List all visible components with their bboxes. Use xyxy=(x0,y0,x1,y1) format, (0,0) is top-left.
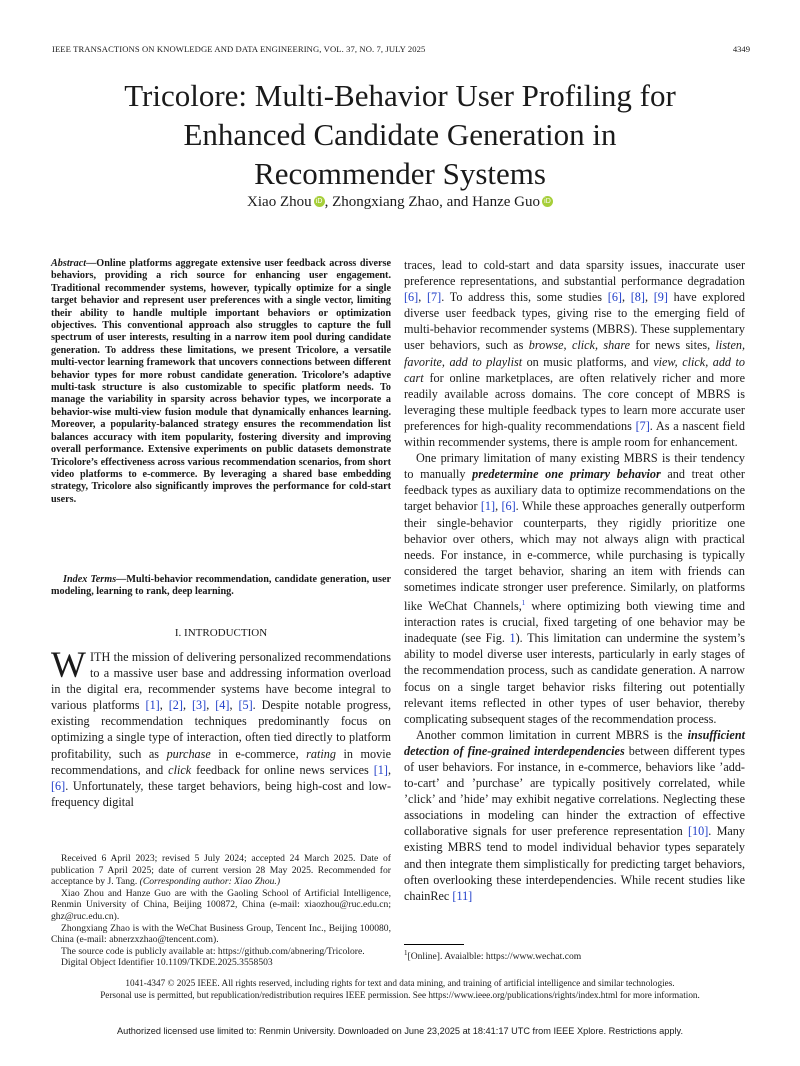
citation-link[interactable]: [11] xyxy=(452,888,473,903)
title-line-1: Tricolore: Multi-Behavior User Profiling for xyxy=(124,78,676,113)
title-line-3: Recommender Systems xyxy=(254,156,546,191)
citation-link[interactable]: [3] xyxy=(191,698,207,713)
emphasis: view, click, add to cart xyxy=(404,354,745,385)
body-text: . Unfortunately, these target behaviors, being high-cost and low-frequency digital xyxy=(51,778,391,809)
corresponding-author: (Corresponding author: Xiao Zhou.) xyxy=(139,876,281,888)
license-notice: Authorized licensed use limited to: Renmin University. Downloaded on June 23,2025 at 18:41:17 UTC from IEEE Xplore. Restrictions apply. xyxy=(117,1026,683,1036)
citation-link[interactable]: [6] xyxy=(404,290,419,305)
citation-link[interactable]: [1] xyxy=(373,762,388,777)
footnote-1: $^1$[Online]. Avaialble: https://www.wechat.com xyxy=(404,949,582,963)
citation-link[interactable]: [6] xyxy=(501,499,516,514)
affiliation-note: Zhongxiang Zhao is with the WeChat Business Group, Tencent Inc., Beijing 100080, China (e-mail: abnerzxzhao@tencent.com). xyxy=(51,922,391,946)
citation-link[interactable]: [4] xyxy=(215,698,230,713)
doi-note: Digital Object Identifier 10.1109/TKDE.2025.3558503 xyxy=(61,957,273,969)
code-note: The source code is publicly available at: https://github.com/abnering/Tricolore. xyxy=(61,945,365,957)
paragraph: Another common limitation in current MBRS is the insufficient detection of fine-grained interdependencies between different types of user behaviors. For instance, in e-commerce, behaviors like ’add-to-cart’ and ’purchase’ are typically positively correlated, while ’click’ and ’hide’ may exhibit negative correlations. Neglecting these associations in modeling can hinder the extraction of effective collaborative signals for user preference representation [10]. Many existing MBRS tend to model individual behavior types separately and then integrate them simplistically for predicting target behaviors, often overlooking these interdependencies. While recent studies like chainRec [11] xyxy=(404,727,745,903)
abstract-label: Abstract xyxy=(51,258,87,269)
affiliation-note: Xiao Zhou and Hanze Guo are with the Gaoling School of Artificial Intelligence, Renmin University of China, Beijing 100872, China (e-mail: xiaozhou@ruc.edu.cn; ghz@ruc.edu.cn). xyxy=(51,887,391,922)
body-text: feedback for online news services xyxy=(191,762,374,777)
citation-link[interactable]: [6] xyxy=(51,778,66,793)
section-heading xyxy=(51,627,391,639)
citation-link[interactable]: [8] xyxy=(630,290,645,305)
paragraph: traces, lead to cold-start and data sparsity issues, inaccurate user preference representations, and substantial performance degradation [6], [7]. To address this, some studies [6], [8], [9] have explored diverse user feedback types, giving rise to the emerging field of multi-behavior recommender systems (MBRS). These supplementary user behaviors, such as browse, click, share for news sites, listen, favorite, add to playlist on music platforms, and view, click, add to cart for online marketplaces, are often relatively richer and more readily available across domains. The core concept of MBRS is leveraging these multiple feedback types to learn more accurate user preferences for high-quality recommendations [7]. As a nascent field within recommender systems, there is ample room for enhancement. xyxy=(404,258,746,450)
citation-link[interactable]: [5] xyxy=(238,698,253,713)
page-number: 4349 xyxy=(732,44,750,54)
footnotes-left xyxy=(51,853,391,969)
copyright-notice: 1041-4347 © 2025 IEEE. All rights reserved, including rights for text and data mining, and training of artificial intelligence and similar technologies. Personal use is permitted, but republication/redistribution requires IEEE permission. See https://www.ieee.org/publications/rights/index.html for more information. xyxy=(100,978,700,1000)
orcid-icon[interactable]: iD xyxy=(542,196,553,207)
index-terms-text: —Multi-behavior recommendation, candidate generation, user modeling, learning to rank, deep learning. xyxy=(51,574,391,598)
abstract-text: —Online platforms aggregate extensive user feedback across diverse behaviors, providing a rich source for enhancing user engagement. Traditional recommender systems, however, typically optimize for a single target behavior and represent user preferences with a single vector, limiting their ability to handle multiple important behaviors or optimization objectives. This conventional approach also struggles to capture the full spectrum of user interests, resulting in a narrow item pool during candidate generation. To address these limitations, we present Tricolore, a versatile multi-vector learning framework that uncovers connections between different behavior types for more robust candidate generation. Tricolore’s adaptive multi-task structure is also customizable to specific platform needs. To manage the variability in sparsity across behavior types, we incorporate a behavior-wise multi-view fusion module that dynamically enhances learning. Moreover, a popularity-balanced strategy ensures the recommendation list balances accuracy with item popularity, fostering diversity and improving overall performance. Extensive experiments on public datasets demonstrate Tricolore’s effectiveness across various recommendation scenarios, from short video platforms to e-commerce. By leveraging a shared base embedding strategy, Tricolore also significantly improves the performance for cold-start users. xyxy=(51,258,391,505)
paper-title xyxy=(60,76,740,193)
emphasis: rating xyxy=(306,746,336,761)
citation-link[interactable]: [1] xyxy=(145,698,160,713)
footnote-ref[interactable]: 1 xyxy=(521,598,526,607)
citation-link[interactable]: [6] xyxy=(607,290,622,305)
running-head: IEEE TRANSACTIONS ON KNOWLEDGE AND DATA ENGINEERING, VOL. 37, NO. 7, JULY 2025 xyxy=(52,44,426,54)
section-numeral: I. xyxy=(174,627,182,639)
body-text: in e-commerce, xyxy=(210,746,307,761)
citation-link[interactable]: [7] xyxy=(426,290,442,305)
section-title: INTRODUCTION xyxy=(184,627,268,639)
intro-paragraph: WITH the mission of delivering personalized recommendations to a massive user base and addressing information overload in the digital era, recommender systems have become integral to various platforms [1], [2], [3], [4], [5]. Despite notable progress, existing recommendation techniques predominantly focus on optimizing a single type of interaction, often tied directly to platform profitability, such as purchase in e-commerce, rating in movie recommendations, and click feedback for online news services [1], [6]. Unfortunately, these target behaviors, being high-cost and low-frequency digital xyxy=(51,645,392,809)
received-note: Received 6 April 2023; revised 5 July 2024; accepted 24 March 2025. Date of publication 7 April 2025; date of current version 28 May 2025. Recommended for acceptance by J. Tang. (Corresponding author: Xiao Zhou.) xyxy=(51,853,391,888)
citation-link[interactable]: [2] xyxy=(168,698,183,713)
title-line-2: Enhanced Candidate Generation in xyxy=(183,117,617,152)
emphasis: click xyxy=(168,762,192,777)
emphasis: listen, favorite, add to playlist xyxy=(404,338,745,369)
citation-link[interactable]: [1] xyxy=(480,499,496,514)
citation-link[interactable]: [7] xyxy=(635,418,650,433)
body-text: . Despite notable progress, existing recommendation techniques predominantly focus on optimizing a single type of interaction, often tied directly to platform profitability, such as xyxy=(51,698,392,761)
body-text: in movie recommendations, and xyxy=(51,746,391,777)
emphasis: insufficient detection of fine-grained interdependencies xyxy=(404,727,745,758)
emphasis: purchase xyxy=(166,746,211,761)
dropcap: W xyxy=(51,645,86,686)
author-name: Xiao Zhou xyxy=(247,194,312,210)
footnote-rule xyxy=(404,944,464,945)
orcid-icon[interactable]: iD xyxy=(314,196,325,207)
abstract xyxy=(51,258,391,506)
citation-link[interactable]: [10] xyxy=(687,824,709,839)
index-terms xyxy=(51,574,391,599)
author-names: , Zhongxiang Zhao, and Hanze Guo xyxy=(324,194,540,210)
body-text: ITH the mission of delivering personalized recommendations to a massive user base and addressing information overload in the digital era, recommender systems have become integral to various platforms xyxy=(51,650,391,713)
author-list xyxy=(0,194,800,211)
right-column-text xyxy=(404,257,745,904)
index-terms-label: Index Terms xyxy=(63,574,117,585)
emphasis: browse, click, share xyxy=(528,338,631,353)
emphasis: predetermine one primary behavior xyxy=(472,467,661,482)
figure-ref[interactable]: 1 xyxy=(509,631,516,646)
citation-link[interactable]: [9] xyxy=(653,290,668,305)
paragraph: One primary limitation of many existing MBRS is their tendency to manually predetermine one primary behavior and treat other feedback types as auxiliary data to optimize recommendations on the target behavior [1], [6]. While these approaches generally outperform their single-behavior counterparts, they rigidly prioritize one behavior over others, which may not always align with practical needs. For instance, in e-commerce, while purchasing is typically considered the target behavior, sharing an item with friends can sometimes indicate stronger user preference. Similarly, on platforms like WeChat Channels,$^1$ where optimizing both viewing time and interaction rates is crucial, fixed targeting of one behavior may be inadequate (see Fig. 1). This limitation can undermine the system’s ability to model diverse user interests, particularly in early stages of the recommendation process, such as candidate generation. A narrow focus on a single target behavior risks filtering out potentially relevant items reflected in other types of user behavior, thereby complicating subsequent stages of the recommendation process. xyxy=(404,451,745,726)
